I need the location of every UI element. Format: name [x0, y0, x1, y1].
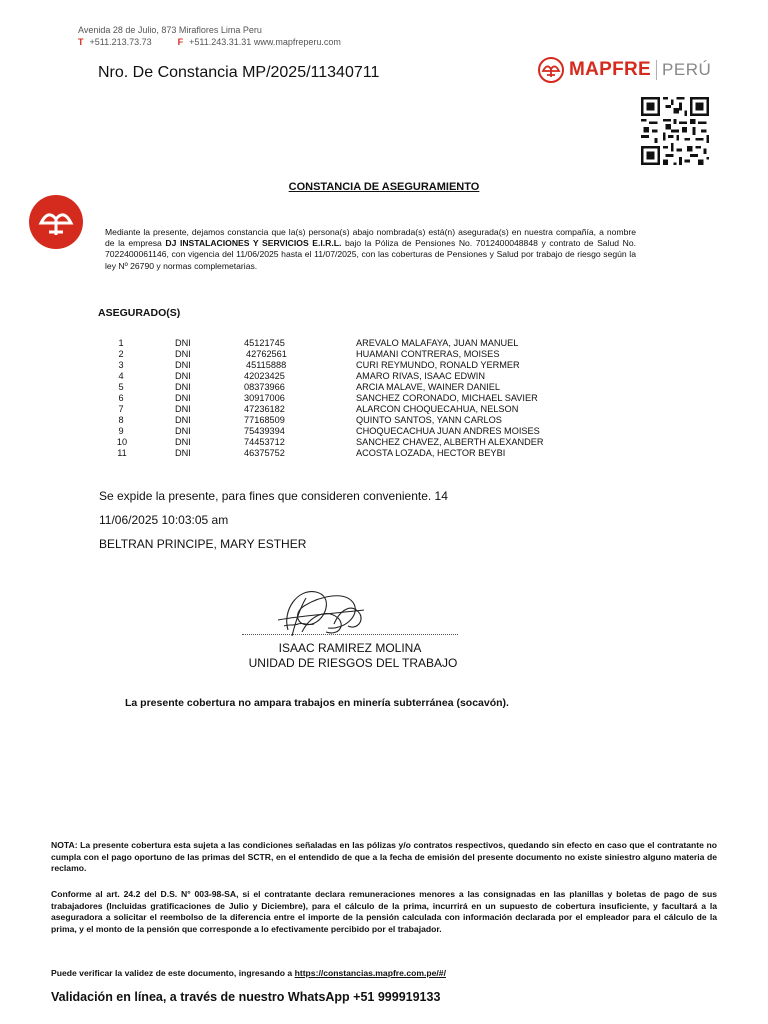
constancia-number: Nro. De Constancia MP/2025/11340711: [98, 64, 380, 81]
asegurado-name: ARCIA MALAVE, WAINER DANIEL: [356, 382, 500, 392]
asegurado-name: ACOSTA LOZADA, HECTOR BEYBI: [356, 448, 506, 458]
asegurado-name: AREVALO MALAFAYA, JUAN MANUEL: [356, 338, 519, 348]
signature-line: [242, 634, 458, 635]
asegurado-number: 1: [118, 338, 124, 348]
asegurado-doc-type: DNI: [175, 371, 191, 381]
header-phones: [78, 37, 341, 47]
asegurado-doc-number: 74453712: [244, 437, 285, 447]
asegurado-doc-number: 42023425: [244, 371, 285, 381]
mapfre-logo: [538, 57, 711, 83]
asegurado-doc-number: 77168509: [244, 415, 285, 425]
qr-code: [639, 97, 711, 165]
asegurado-doc-type: DNI: [175, 426, 191, 436]
asegurado-doc-type: DNI: [175, 448, 191, 458]
signer-unit: UNIDAD DE RIESGOS DEL TRABAJO: [248, 656, 458, 670]
phone-label: T: [78, 37, 84, 47]
asegurado-doc-number: 46375752: [244, 448, 285, 458]
asegurado-doc-type: DNI: [175, 437, 191, 447]
handwritten-signature: [268, 580, 378, 642]
asegurado-doc-type: DNI: [175, 382, 191, 392]
mapfre-emblem-icon: [538, 57, 564, 83]
asegurado-doc-number: 45115888: [246, 360, 287, 370]
asegurado-name: CHOQUECACHUA JUAN ANDRES MOISES: [356, 426, 540, 436]
asegurado-number: 6: [118, 393, 124, 403]
asegurado-doc-type: DNI: [175, 349, 191, 359]
issue-datetime: 11/06/2025 10:03:05 am: [99, 513, 229, 527]
asegurado-number: 2: [118, 349, 124, 359]
asegurado-doc-number: 42762561: [246, 349, 287, 359]
asegurado-number: 11: [117, 448, 127, 458]
issued-by: BELTRAN PRINCIPE, MARY ESTHER: [99, 537, 307, 551]
asegurado-name: HUAMANI CONTRERAS, MOISES: [356, 349, 500, 359]
asegurado-doc-number: 75439394: [244, 426, 285, 436]
asegurado-doc-type: DNI: [175, 393, 191, 403]
logo-brand: MAPFRE: [569, 59, 652, 80]
asegurado-doc-type: DNI: [175, 415, 191, 425]
expide-text: Se expide la presente, para fines que consideren conveniente. 14: [99, 489, 448, 503]
asegurado-number: 7: [118, 404, 124, 414]
intro-paragraph: Mediante la presente, dejamos constancia que la(s) persona(s) abajo nombrada(s) está(n) asegurada(s) en nuestra compañía, a nombre de la empresa DJ INSTALACIONES Y SERVICIOS E.I.R.L. bajo la Póliza de Pensiones No. 7012400048848 y contrato de Salud No. 7022400061146, con vigencia del 11/06/2025 hasta el 11/07/2025, con las coberturas de Pensiones y Salud por trabajo de riesgo según la ley Nº 26790 y normas complemetarias.: [105, 227, 636, 271]
nota-paragraph: NOTA: La presente cobertura esta sujeta a las condiciones señaladas en las pólizas y/o contratos respectivos, quedando sin efecto en caso que el contratante no cumpla con el pago oportuno de las primas del SCTR, en el entendido de que a la fecha de emisión del presente documento no existe siniestro alguno materia de reclamo.: [51, 840, 717, 874]
asegurado-name: SANCHEZ CORONADO, MICHAEL SAVIER: [356, 393, 538, 403]
asegurado-doc-number: 30917006: [244, 393, 285, 403]
asegurado-doc-number: 45121745: [244, 338, 285, 348]
asegurado-doc-number: 47236182: [244, 404, 285, 414]
fax-number: +511.243.31.31: [189, 37, 252, 47]
logo-country: PERÚ: [662, 60, 712, 79]
header-address: Avenida 28 de Julio, 873 Miraflores Lima Peru: [78, 25, 262, 35]
logo-divider: [656, 60, 657, 80]
conforme-paragraph: Conforme al art. 24.2 del D.S. N° 003-98-SA, si el contratante declara remuneraciones menores a las consignadas en las planillas y boletas de pago de sus trabajadores (Incluidas gratificaciones de Julio y Diciembre), para el cálculo de la prima, incurrirá en un supuesto de cobertura insuficiente, y facultará a la aseguradora a solicitar el reembolso de la diferencia entre el importe de la pensión calculada con información declarada por el empleador para el cálculo de la prima, y el monto de la pensión que corresponde a lo efectivamente percibido por el trabajador.: [51, 889, 717, 934]
whatsapp-validation: Validación en línea, a través de nuestro WhatsApp +51 999919133: [51, 990, 441, 1004]
verify-link[interactable]: https://constancias.mapfre.com.pe/#/: [294, 968, 446, 978]
asegurado-doc-type: DNI: [175, 338, 191, 348]
mapfre-seal-icon: [29, 195, 83, 249]
asegurado-name: AMARO RIVAS, ISAAC EDWIN: [356, 371, 485, 381]
asegurado-number: 8: [118, 415, 124, 425]
verify-line: Puede verificar la validez de este documento, ingresando a https://constancias.mapfre.com.pe/#/: [51, 968, 446, 978]
asegurado-number: 10: [116, 437, 128, 447]
asegurado-name: ALARCON CHOQUECAHUA, NELSON: [356, 404, 519, 414]
asegurado-name: QUINTO SANTOS, YANN CARLOS: [356, 415, 502, 425]
signer-name: ISAAC RAMIREZ MOLINA: [278, 641, 422, 655]
asegurado-number: 3: [118, 360, 124, 370]
asegurado-number: 9: [118, 426, 124, 436]
asegurado-doc-type: DNI: [175, 404, 191, 414]
fax-label: F: [177, 37, 184, 47]
phone-number: +511.213.73.73: [89, 37, 152, 47]
asegurados-heading: ASEGURADO(S): [98, 307, 181, 319]
asegurado-number: 5: [118, 382, 124, 392]
asegurado-doc-number: 08373966: [244, 382, 285, 392]
coverage-exclusion: La presente cobertura no ampara trabajos en minería subterránea (socavón).: [125, 697, 509, 709]
asegurado-doc-type: DNI: [175, 360, 191, 370]
document-title: CONSTANCIA DE ASEGURAMIENTO: [288, 181, 480, 193]
asegurado-name: SANCHEZ CHAVEZ, ALBERTH ALEXANDER: [356, 437, 544, 447]
asegurado-number: 4: [118, 371, 124, 381]
header-website: www.mapfreperu.com: [253, 37, 341, 47]
asegurado-name: CURI REYMUNDO, RONALD YERMER: [356, 360, 520, 370]
company-name: DJ INSTALACIONES Y SERVICIOS E.I.R.L.: [165, 238, 342, 249]
